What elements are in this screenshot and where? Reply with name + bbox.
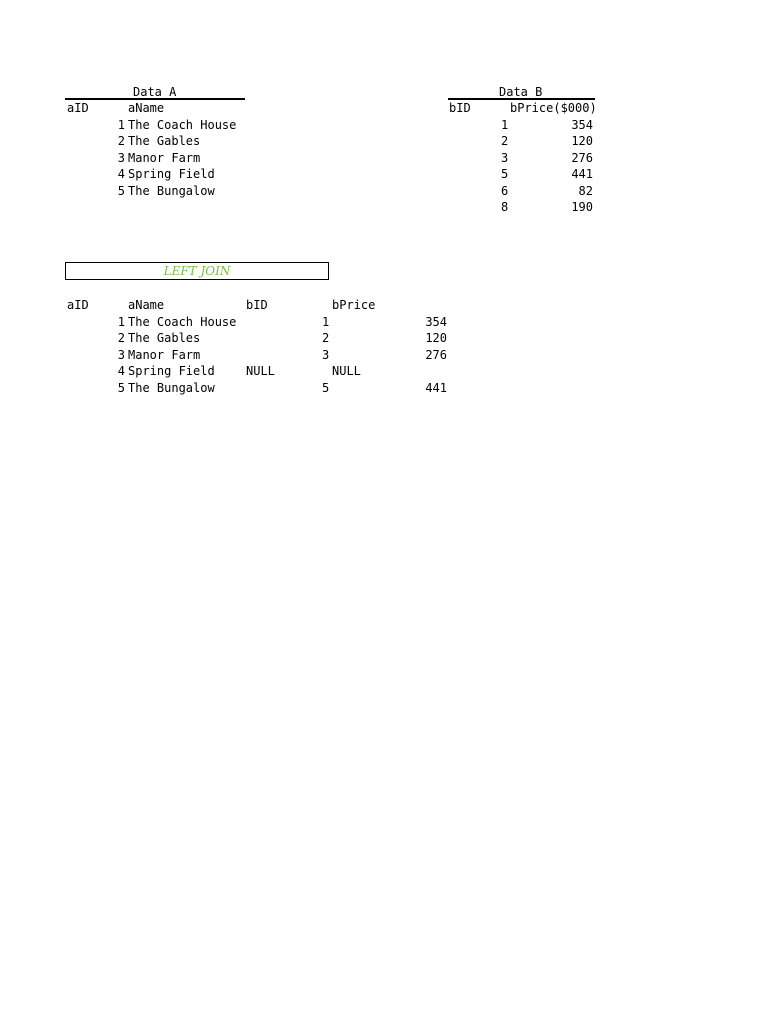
data-a-row-aname: The Bungalow — [128, 184, 215, 198]
left-join-label: LEFT JOIN — [163, 264, 231, 278]
data-a-header-aname: aName — [128, 101, 165, 115]
data-a-row-aname: Spring Field — [128, 167, 215, 181]
join-row-aname: The Coach House — [128, 315, 237, 329]
data-b-row-bid: 8 — [501, 200, 509, 214]
data-b-row-bid: 6 — [501, 184, 509, 198]
join-row-bprice: 441 — [425, 381, 447, 395]
join-row-bid: 3 — [322, 348, 330, 362]
join-header-bid: bID — [246, 298, 268, 312]
data-b-row-bprice: 441 — [571, 167, 593, 181]
data-a-title: Data A — [133, 85, 177, 99]
data-b-row-bid: 3 — [501, 151, 509, 165]
join-row-aname: Spring Field — [128, 364, 215, 378]
data-a-row-aname: The Coach House — [128, 118, 237, 132]
join-row-bprice: 120 — [425, 331, 447, 345]
join-header-aname: aName — [128, 298, 165, 312]
join-row-aid: 1 — [117, 315, 125, 329]
join-row-bid: 5 — [322, 381, 330, 395]
data-a-row-aname: Manor Farm — [128, 151, 201, 165]
data-a-row-aid: 3 — [117, 151, 125, 165]
join-row-aid: 5 — [117, 381, 125, 395]
data-b-row-bid: 1 — [501, 118, 509, 132]
join-row-aname: The Gables — [128, 331, 201, 345]
data-b-header-bid: bID — [449, 101, 471, 115]
join-row-bid-null: NULL — [246, 364, 275, 378]
data-a-row-aid: 5 — [117, 184, 125, 198]
data-b-row-bprice: 82 — [578, 184, 593, 198]
left-join-box — [65, 262, 329, 280]
data-b-header-bprice: bPrice($000) — [510, 101, 597, 115]
join-row-bid: 2 — [322, 331, 330, 345]
join-row-bid: 1 — [322, 315, 330, 329]
join-row-aid: 2 — [117, 331, 125, 345]
data-a-row-aname: The Gables — [128, 134, 201, 148]
data-b-row-bprice: 354 — [571, 118, 593, 132]
data-a-row-aid: 1 — [117, 118, 125, 132]
join-row-aid: 4 — [117, 364, 125, 378]
join-header-bprice: bPrice — [332, 298, 376, 312]
join-row-bprice: 276 — [425, 348, 447, 362]
join-header-aid: aID — [67, 298, 89, 312]
data-b-row-bid: 5 — [501, 167, 509, 181]
join-row-bprice-null: NULL — [332, 364, 361, 378]
data-a-row-aid: 2 — [117, 134, 125, 148]
data-b-title: Data B — [499, 85, 543, 99]
join-row-bprice: 354 — [425, 315, 447, 329]
data-b-row-bprice: 120 — [571, 134, 593, 148]
data-b-row-bprice: 190 — [571, 200, 593, 214]
data-a-row-aid: 4 — [117, 167, 125, 181]
join-row-aid: 3 — [117, 348, 125, 362]
data-b-row-bprice: 276 — [571, 151, 593, 165]
join-row-aname: The Bungalow — [128, 381, 215, 395]
join-row-aname: Manor Farm — [128, 348, 201, 362]
data-b-row-bid: 2 — [501, 134, 509, 148]
data-a-header-aid: aID — [67, 101, 89, 115]
